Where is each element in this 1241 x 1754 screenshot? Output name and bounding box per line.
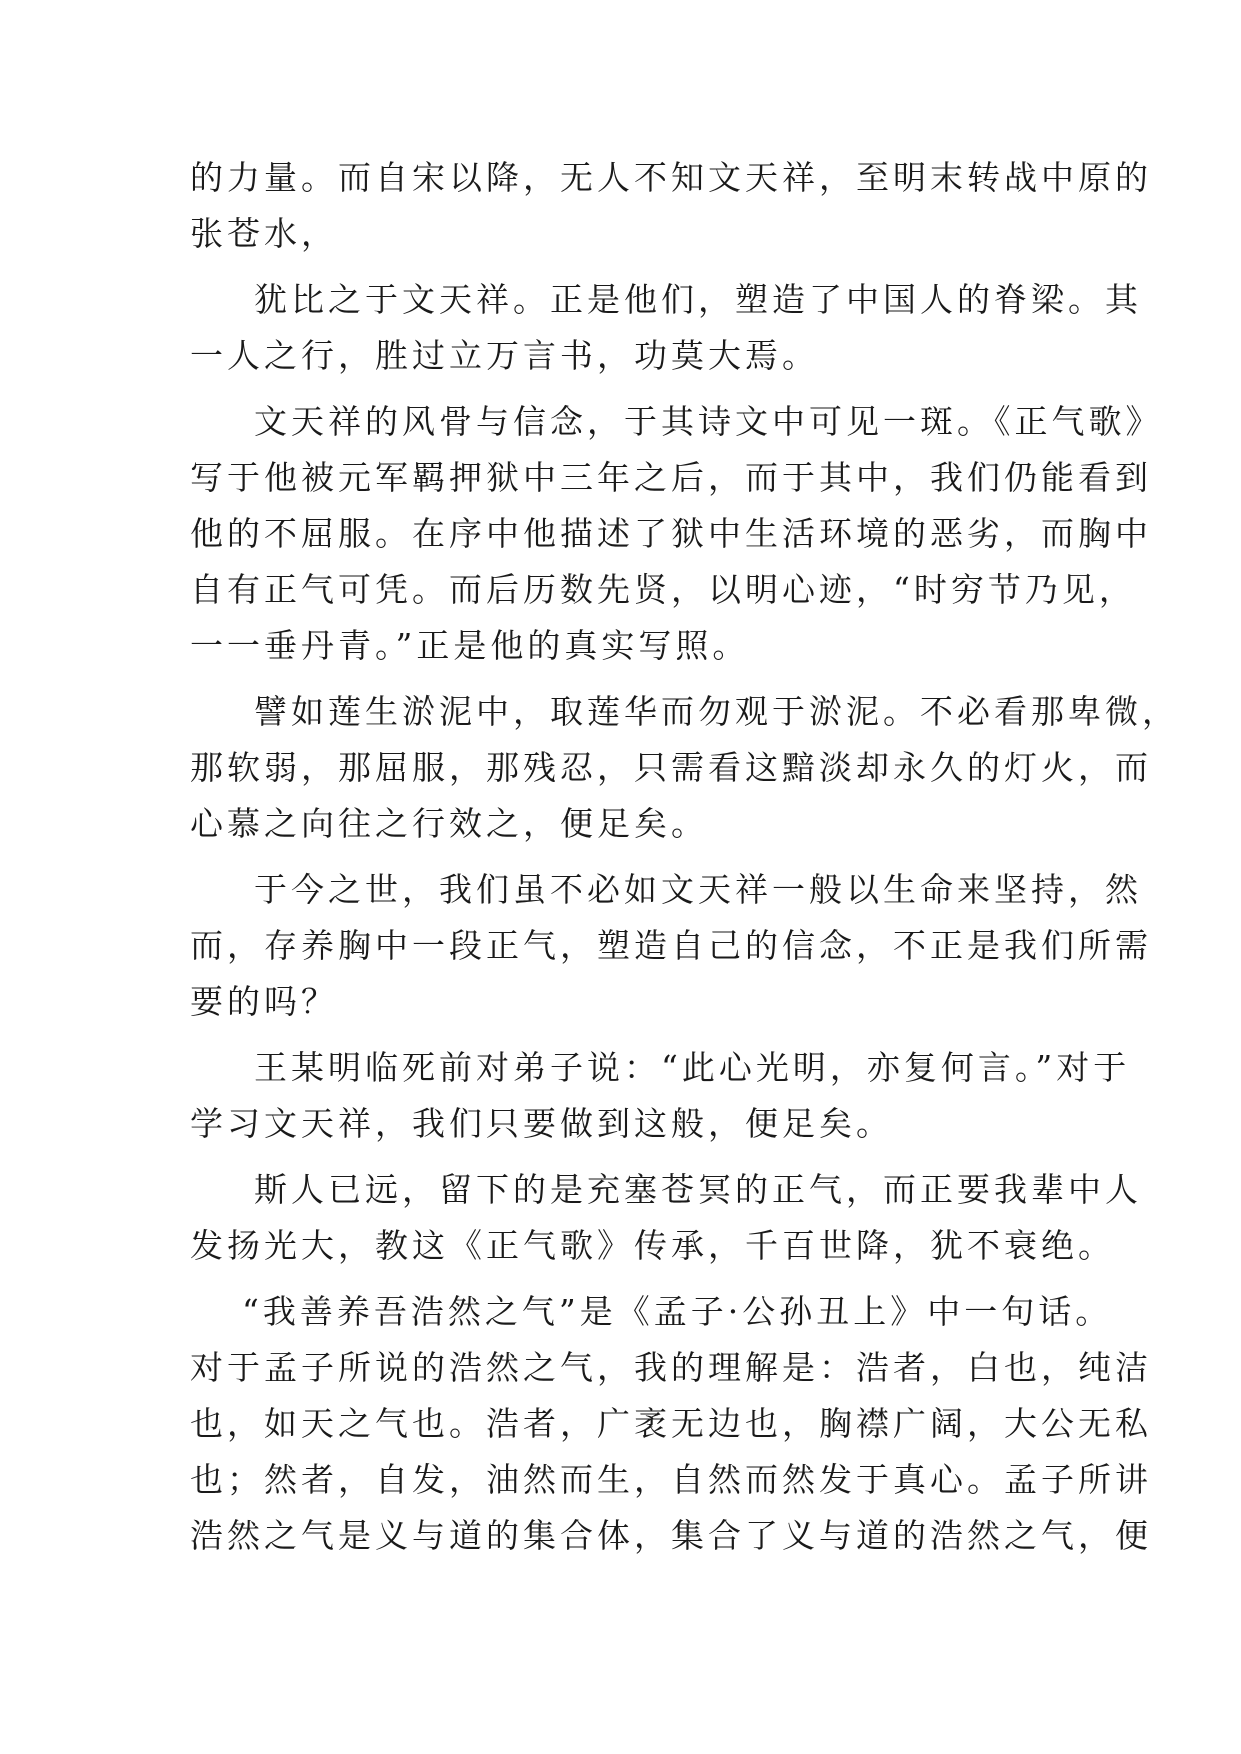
text-line: 要的吗？ xyxy=(190,982,338,1021)
text-line: 也；然者，自发，油然而生，自然而然发于真心。孟子所讲 xyxy=(190,1460,1152,1499)
paragraph-start-line: 于今之世，我们虽不必如文天祥一般以生命来坚持，然 xyxy=(254,870,1142,909)
paragraph-start-line: 犹比之于文天祥。正是他们，塑造了中国人的脊梁。其 xyxy=(254,280,1142,319)
text-line: 张苍水， xyxy=(190,214,338,253)
text-line: 也，如天之气也。浩者，广袤无边也，胸襟广阔，大公无私 xyxy=(190,1404,1152,1443)
text-line: 对于孟子所说的浩然之气，我的理解是：浩者，白也，纯洁 xyxy=(190,1348,1152,1387)
text-line: 一人之行，胜过立万言书，功莫大焉。 xyxy=(190,336,819,375)
text-line: 的力量。而自宋以降，无人不知文天祥，至明末转战中原的 xyxy=(190,158,1152,197)
text-line: 自有正气可凭。而后历数先贤，以明心迹，“时穷节乃见， xyxy=(190,570,1136,609)
paragraph-start-line: 王某明临死前对弟子说：“此心光明，亦复何言。”对于 xyxy=(254,1048,1131,1087)
text-line: 一一垂丹青。”正是他的真实写照。 xyxy=(190,626,750,665)
paragraph-start-line: 文天祥的风骨与信念，于其诗文中可见一斑。《正气歌》 xyxy=(254,402,1163,441)
text-line: 学习文天祥，我们只要做到这般，便足矣。 xyxy=(190,1104,893,1143)
text-line: 浩然之气是义与道的集合体，集合了义与道的浩然之气，便 xyxy=(190,1516,1152,1555)
text-line: 那软弱，那屈服，那残忍，只需看这黯淡却永久的灯火，而 xyxy=(190,748,1152,787)
text-line: 他的不屈服。在序中他描述了狱中生活环境的恶劣，而胸中 xyxy=(190,514,1152,553)
paragraph-start-line: 斯人已远，留下的是充塞苍冥的正气，而正要我辈中人 xyxy=(254,1170,1142,1209)
text-line: 发扬光大，教这《正气歌》传承，千百世降，犹不衰绝。 xyxy=(190,1226,1115,1265)
text-line: 写于他被元军羁押狱中三年之后，而于其中，我们仍能看到 xyxy=(190,458,1152,497)
text-line: 而，存养胸中一段正气，塑造自己的信念，不正是我们所需 xyxy=(190,926,1152,965)
paragraph-start-line: “我善养吾浩然之气”是《孟子·公孙丑上》中一句话。 xyxy=(242,1292,1113,1331)
paragraph-start-line: 譬如莲生淤泥中，取莲华而勿观于淤泥。不必看那卑微， xyxy=(254,692,1179,731)
text-line: 心慕之向往之行效之，便足矣。 xyxy=(190,804,708,843)
